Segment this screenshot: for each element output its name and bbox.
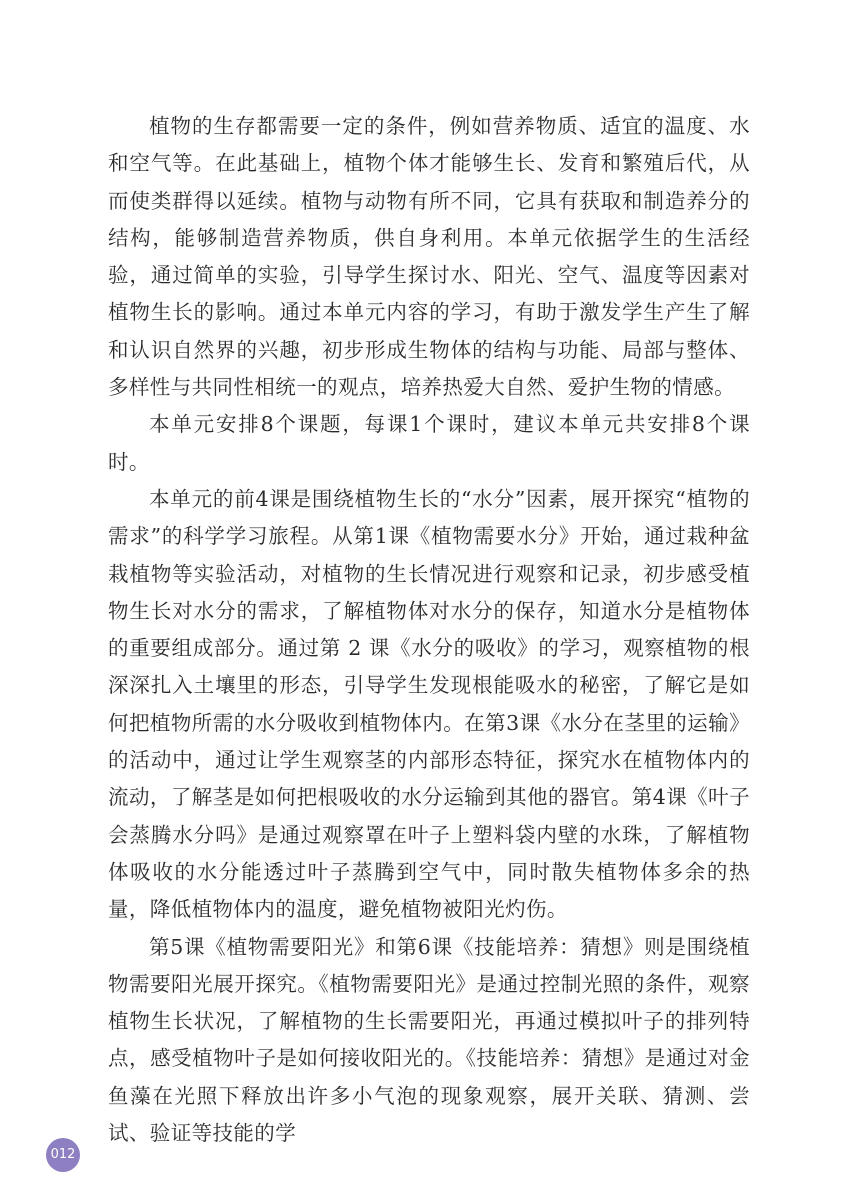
page-body xyxy=(108,108,750,1152)
paragraph-lessons-1-4: 本单元的前4课是围绕植物生长的“水分”因素，展开探究“植物的需求”的科学学习旅程。从第1课《植物需要水分》开始，通过栽种盆栽植物等实验活动，对植物的生长情况进行观察和记录，初步感受植物生长对水分的需求，了解植物体对水分的保存，知道水分是植物体的重要组成部分。通过第 2 课《水分的吸收》的学习，观察植物的根深深扎入土壤里的形态，引导学生发现根能吸水的秘密，了解它是如何把植物所需的水分吸收到植物体内。在第3课《水分在茎里的运输》的活动中，通过让学生观察茎的内部形态特征，探究水在植物体内的流动，了解茎是如何把根吸收的水分运输到其他的器官。第4课《叶子会蒸腾水分吗》是通过观察罩在叶子上塑料袋内壁的水珠，了解植物体吸收的水分能透过叶子蒸腾到空气中，同时散失植物体多余的热量，降低植物体内的温度，避免植物被阳光灼伤。 xyxy=(108,486,750,922)
paragraph-schedule: 本单元安排8个课题，每课1个课时，建议本单元共安排8个课时。 xyxy=(108,412,750,474)
paragraph-intro: 植物的生存都需要一定的条件，例如营养物质、适宜的温度、水和空气等。在此基础上，植物个体才能够生长、发育和繁殖后代，从而使类群得以延续。植物与动物有所不同，它具有获取和制造养分的结构，能够制造营养物质，供自身利用。本单元依据学生的生活经验，通过简单的实验，引导学生探讨水、阳光、空气、温度等因素对植物生长的影响。通过本单元内容的学习，有助于激发学生产生了解和认识自然界的兴趣，初步形成生物体的结构与功能、局部与整体、多样性与共同性相统一的观点，培养热爱大自然、爱护生物的情感。 xyxy=(108,114,750,400)
paragraph-lessons-5-6: 第5课《植物需要阳光》和第6课《技能培养：猜想》则是围绕植物需要阳光展开探究。《植物需要阳光》是通过控制光照的条件，观察植物生长状况，了解植物的生长需要阳光，再通过模拟叶子的排列特点，感受植物叶子是如何接收阳光的。《技能培养：猜想》是通过对金鱼藻在光照下释放出许多小气泡的现象观察，展开关联、猜测、尝试、验证等技能的学 xyxy=(108,934,750,1146)
page-number-badge: 012 xyxy=(46,1138,80,1172)
